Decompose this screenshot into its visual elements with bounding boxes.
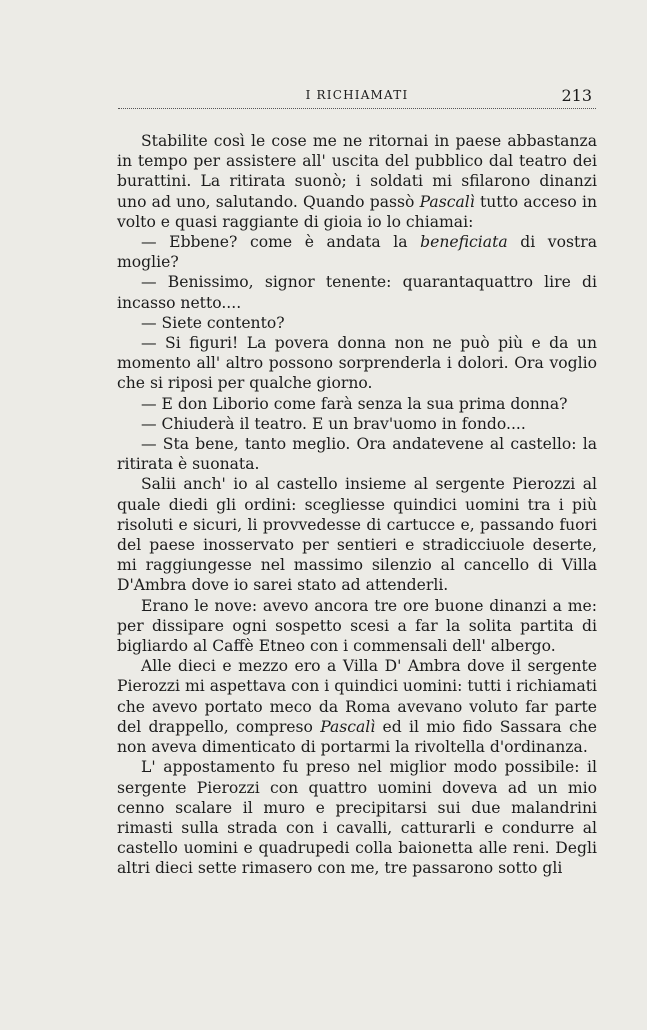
paragraph: Alle dieci e mezzo ero a Villa D' Ambra dove il sergente Pierozzi mi aspettava con i quindici uomini: tutti i richiamati che avevo portato meco da Roma avevano voluto far parte del drappello, compreso Pascalì ed il mio fido Sassara che non aveva dimenticato di portarmi la rivoltella d'ordinanza. (117, 657, 597, 757)
paragraph: — Benissimo, signor tenente: quarantaquattro lire di incasso netto.... (117, 273, 597, 312)
italic-phrase: Pascalì (419, 192, 475, 211)
paragraph: — Si figuri! La povera donna non ne può più e da un momento all' altro possono sorprenderla i dolori. Ora voglio che si riposi per qualche giorno. (117, 334, 597, 393)
paragraph: Erano le nove: avevo ancora tre ore buone dinanzi a me: per dissipare ogni sospetto scesi a far la solita partita di bigliardo al Caffè Etneo con i commensali dell' albergo. (117, 596, 597, 656)
paragraph: — Ebbene? come è andata la beneficiata di vostra moglie? (117, 233, 598, 272)
paragraph: Stabilite così le cose me ne ritornai in paese abbastanza in tempo per assistere all' uscita del pubblico dal teatro dei burattini. La ritirata suonò; i soldati mi sfilarono dinanzi uno ad uno, salutando. Quando passò Pascalì tutto acceso in volto e quasi raggiante di gioia io lo chiamai: (117, 132, 597, 231)
page-header (118, 86, 596, 109)
paragraph: L' appostamento fu preso nel miglior modo possibile: il sergente Pierozzi con quattro uomini doveva ad un mio cenno scalare il muro e precipitarsi sui due malandrini rimasti sulla strada con i cavalli, catturarli e condurre al castello uomini e quadrupedi colla baionetta alle reni. Degli altri dieci sette rimasero con me, tre passarono sotto gli (117, 758, 597, 878)
body-text (117, 131, 597, 879)
paragraph: Salii anch' io al castello insieme al sergente Pierozzi al quale diedi gli ordini: scegliesse quindici uomini tra i più risoluti e sicuri, li provvedesse di cartucce e, passando fuori del paese inosservato per sentieri e stradicciuole deserte, mi raggiungesse nel massimo silenzio al cancello di Villa D'Ambra dove io sarei stato ad attenderli. (117, 475, 597, 595)
paragraph: — E don Liborio come farà senza la sua prima donna? (141, 394, 568, 413)
italic-phrase: Pascalì (320, 717, 376, 736)
paragraph: — Siete contento? (141, 313, 285, 332)
italic-phrase: beneficiata (420, 233, 508, 252)
paragraph: — Chiuderà il teatro. E un brav'uomo in fondo.... (141, 414, 526, 433)
paragraph: — Sta bene, tanto meglio. Ora andatevene al castello: la ritirata è suonata. (117, 435, 597, 474)
running-title: I RICHIAMATI (305, 88, 409, 102)
page-number: 213 (561, 86, 592, 105)
